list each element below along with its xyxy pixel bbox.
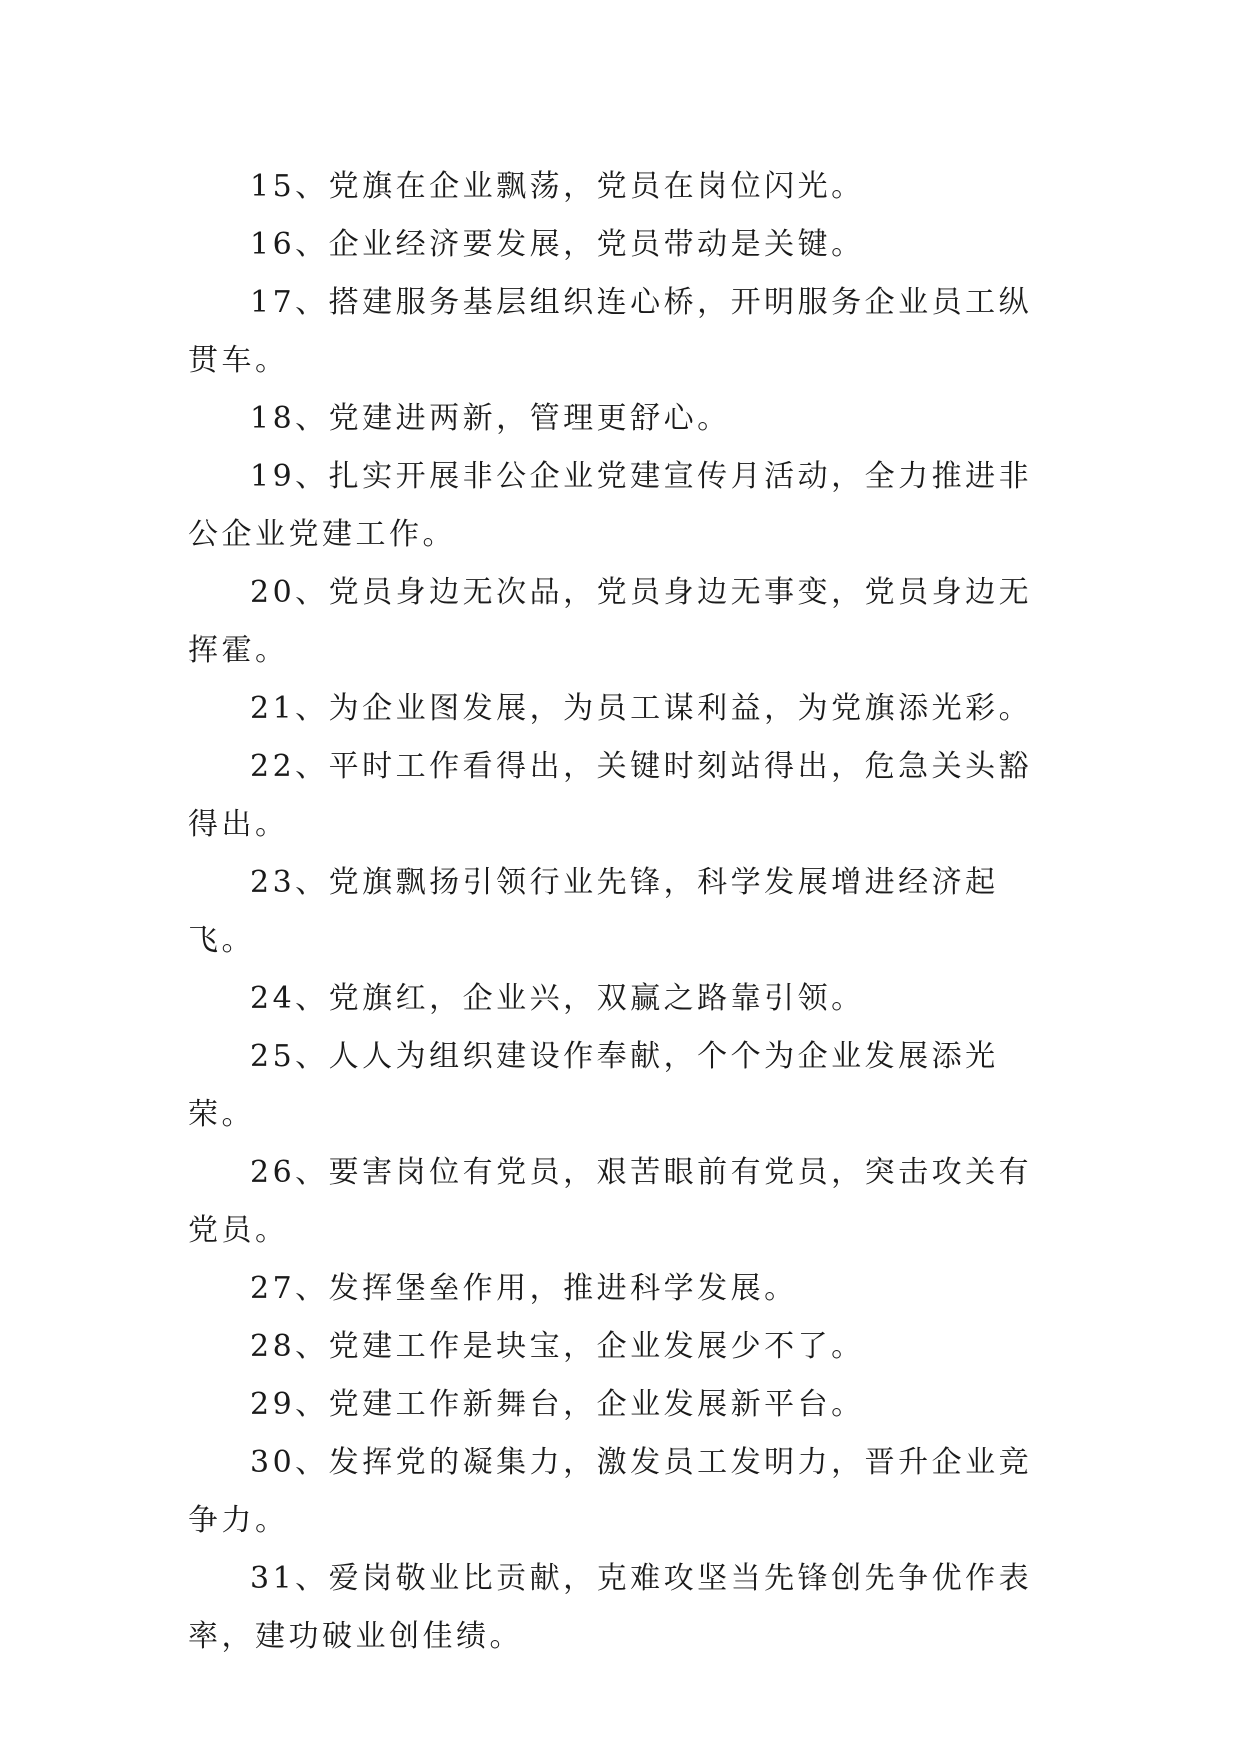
paragraph-21: 21、为企业图发展，为员工谋利益，为党旗添光彩。	[250, 691, 1033, 726]
paragraph-30: 30、发挥党的凝集力，激发员工发明力，晋升企业竞争力。	[188, 1445, 1033, 1538]
paragraph-17: 17、搭建服务基层组织连心桥，开明服务企业员工纵贯车。	[188, 285, 1033, 378]
paragraph-29: 29、党建工作新舞台，企业发展新平台。	[250, 1387, 865, 1422]
document-body	[188, 158, 1048, 1666]
paragraph-20: 20、党员身边无次品，党员身边无事变，党员身边无挥霍。	[188, 575, 1033, 668]
paragraph-18: 18、党建进两新，管理更舒心。	[250, 401, 731, 436]
paragraph-23: 23、党旗飘扬引领行业先锋，科学发展增进经济起飞。	[188, 865, 999, 958]
paragraph-16: 16、企业经济要发展，党员带动是关键。	[250, 227, 865, 262]
paragraph-28: 28、党建工作是块宝，企业发展少不了。	[250, 1329, 865, 1364]
paragraph-19: 19、扎实开展非公企业党建宣传月活动，全力推进非公企业党建工作。	[188, 459, 1033, 552]
paragraph-25: 25、人人为组织建设作奉献，个个为企业发展添光荣。	[188, 1039, 999, 1132]
paragraph-27: 27、发挥堡垒作用，推进科学发展。	[250, 1271, 798, 1306]
paragraph-24: 24、党旗红，企业兴，双赢之路靠引领。	[250, 981, 865, 1016]
paragraph-26: 26、要害岗位有党员，艰苦眼前有党员，突击攻关有党员。	[188, 1155, 1033, 1248]
paragraph-15: 15、党旗在企业飘荡，党员在岗位闪光。	[250, 169, 865, 204]
paragraph-22: 22、平时工作看得出，关键时刻站得出，危急关头豁得出。	[188, 749, 1033, 842]
paragraph-31: 31、爱岗敬业比贡献，克难攻坚当先锋创先争优作表率，建功破业创佳绩。	[188, 1561, 1033, 1654]
